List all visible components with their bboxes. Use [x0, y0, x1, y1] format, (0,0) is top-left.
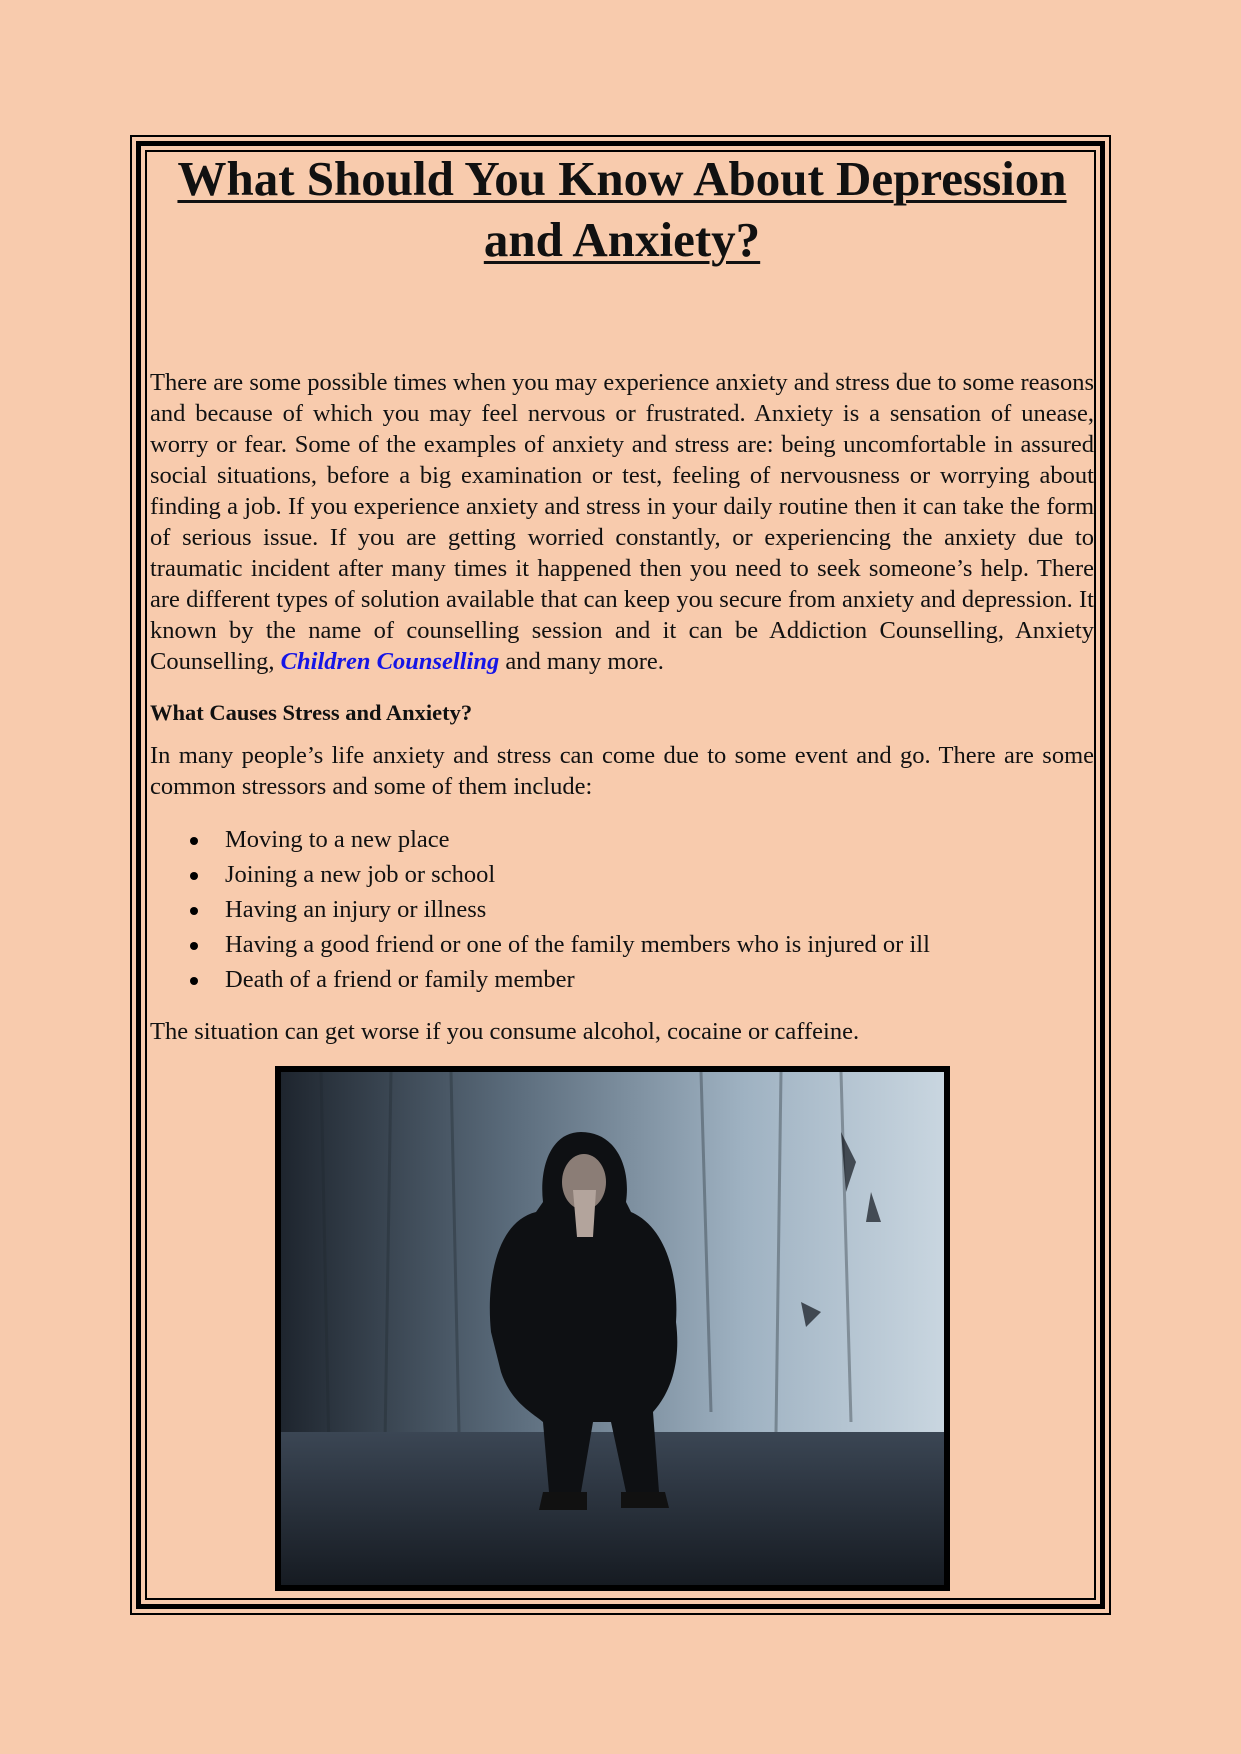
stressors-list	[150, 822, 930, 997]
bullet-icon	[190, 907, 198, 915]
list-item	[150, 927, 930, 962]
bullet-icon	[190, 942, 198, 950]
intro-text-end: and many more.	[499, 648, 664, 675]
bullet-icon	[190, 837, 198, 845]
list-item	[150, 857, 930, 892]
bullet-icon	[190, 977, 198, 985]
list-item-text: Death of a friend or family member	[225, 966, 575, 993]
photo-illustration	[281, 1072, 944, 1585]
page-title: What Should You Know About Depression and Anxiety?	[177, 151, 1067, 267]
list-item-text: Having an injury or illness	[225, 896, 487, 923]
list-item	[150, 892, 930, 927]
list-item-text: Moving to a new place	[225, 826, 450, 853]
intro-text: There are some possible times when you may experience anxiety and stress due to some reasons and because of which you may feel nervous or frustrated. Anxiety is a sensation of unease, worry or fear. Some of the examples of anxiety and stress are: being uncomfortable in assured social situations, before a big examination or test, feeling of nervousness or worrying about finding a job. If you experience anxiety and stress in your daily routine then it can take the form of serious issue. If you are getting worried constantly, or experiencing the anxiety due to traumatic incident after many times it happened then you need to seek someone’s help. There are different types of solution available that can keep you secure from anxiety and depression. It known by the name of counselling session and it can be Addiction Counselling, Anxiety Counselling,	[150, 369, 1094, 675]
list-item	[150, 822, 930, 857]
closing-sentence: The situation can get worse if you consume alcohol, cocaine or caffeine.	[150, 1018, 860, 1045]
section-heading: What Causes Stress and Anxiety?	[150, 700, 473, 725]
document-body	[150, 148, 1094, 1045]
list-item	[150, 962, 930, 997]
stressors-intro-paragraph: In many people’s life anxiety and stress can come due to some event and go. There are some common stressors and some of them include:	[150, 742, 1094, 800]
intro-paragraph	[150, 367, 1094, 677]
children-counselling-link[interactable]: Children Counselling	[280, 648, 500, 675]
list-item-text: Joining a new job or school	[225, 861, 496, 888]
depressed-person-photo	[275, 1066, 950, 1591]
list-item-text: Having a good friend or one of the family members who is injured or ill	[225, 931, 930, 958]
bullet-icon	[190, 872, 198, 880]
